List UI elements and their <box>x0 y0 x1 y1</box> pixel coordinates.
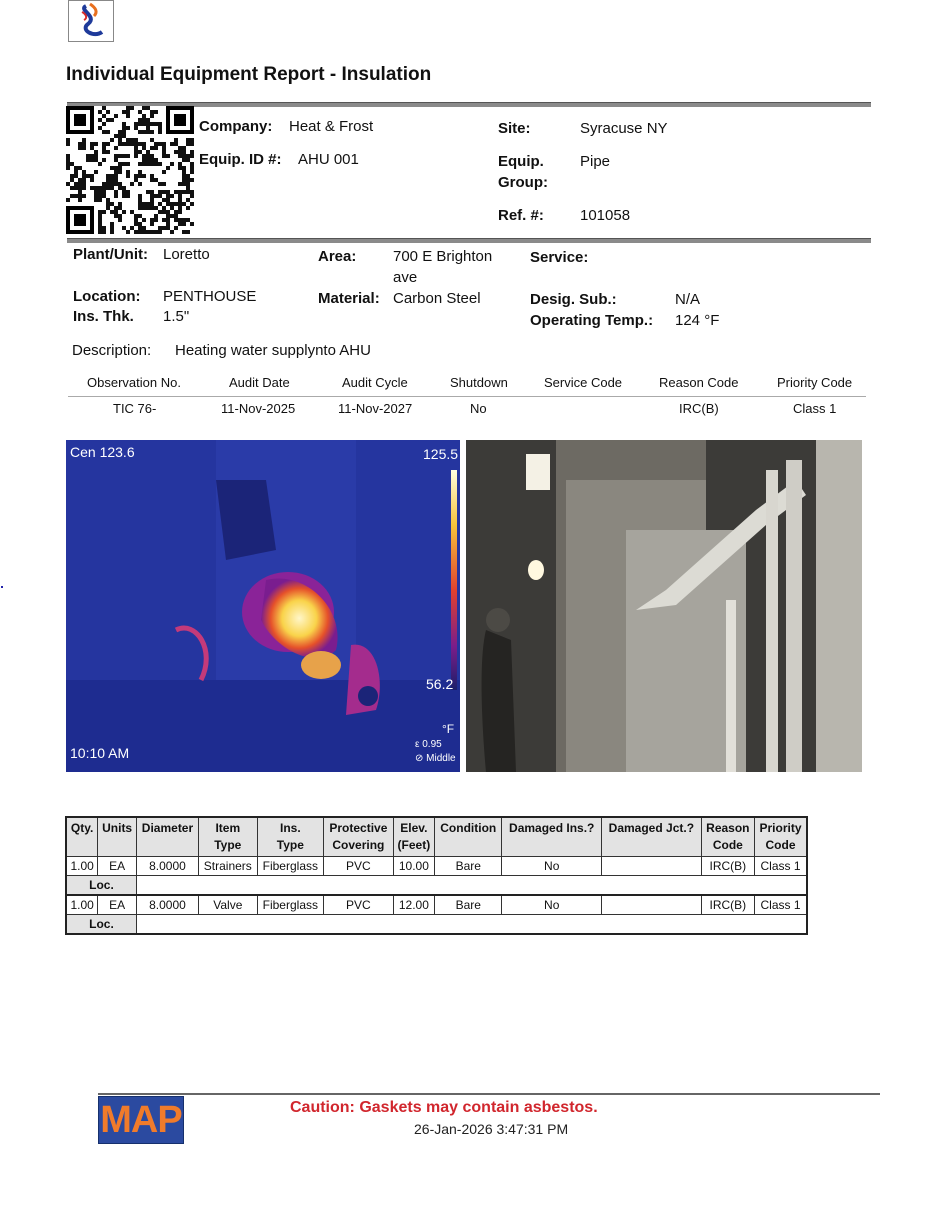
table-cell: EA <box>98 895 137 915</box>
op-temp-label: Operating Temp.: <box>530 312 654 329</box>
loc-row <box>66 915 807 935</box>
caution-notice: Caution: Gaskets may contain asbestos. <box>290 1099 598 1116</box>
table-cell: Bare <box>435 895 502 915</box>
loc-value <box>136 876 807 896</box>
table-cell: 1.00 <box>66 857 98 876</box>
table-cell: Class 1 <box>755 857 808 876</box>
equipment-header-line: Qty. <box>70 821 94 835</box>
equipment-header-line <box>437 837 499 854</box>
equipment-header-line: Type <box>276 838 304 852</box>
obs-header-observation-no: Observation No. <box>87 375 181 390</box>
area-label: Area: <box>318 248 357 265</box>
equipment-header-line: Ins. <box>279 821 301 835</box>
table-row <box>66 895 807 915</box>
equipment-header-line <box>604 837 699 854</box>
equipment-header-line: Elev. <box>400 821 428 835</box>
equipment-header-6 <box>393 817 435 857</box>
equipment-header-line <box>504 837 599 854</box>
equipment-table <box>65 816 808 935</box>
equip-id-value: AHU 001 <box>298 151 359 168</box>
equipment-header-4 <box>257 817 324 857</box>
op-temp-value: 124 °F <box>675 312 720 329</box>
area-value-2: ave <box>393 269 418 286</box>
table-cell: 8.0000 <box>136 895 198 915</box>
loc-value <box>136 915 807 935</box>
equipment-header-line: Type <box>214 838 242 852</box>
thermal-mode: ⊘ Middle <box>415 753 456 764</box>
obs-header-service-code: Service Code <box>544 375 623 390</box>
table-cell: 1.00 <box>66 895 98 915</box>
ins-thk-value: 1.5" <box>163 308 190 325</box>
table-cell: 10.00 <box>393 857 435 876</box>
equipment-header-8 <box>502 817 602 857</box>
equipment-header-line <box>100 837 134 854</box>
obs-header-shutdown: Shutdown <box>450 375 508 390</box>
equipment-header-line: Damaged Jct.? <box>608 821 695 835</box>
thermal-min-reading: 56.2 <box>426 676 454 692</box>
thermal-timestamp: 10:10 AM <box>70 745 130 761</box>
table-cell: Fiberglass <box>257 857 324 876</box>
table-cell: IRC(B) <box>701 895 754 915</box>
equipment-photo <box>466 440 862 772</box>
table-cell <box>602 895 702 915</box>
equipment-header-line: (Feet) <box>397 838 431 852</box>
table-cell: No <box>502 857 602 876</box>
table-cell: PVC <box>324 857 394 876</box>
desig-label: Desig. Sub.: <box>530 291 617 308</box>
obs-value-shutdown: No <box>470 401 487 416</box>
thermal-center-reading: Cen 123.6 <box>70 444 135 460</box>
equip-group-value: Pipe <box>580 153 611 170</box>
equipment-header-10 <box>701 817 754 857</box>
table-cell <box>602 857 702 876</box>
location-value: PENTHOUSE <box>163 288 257 305</box>
equipment-header-line: Damaged Ins.? <box>509 821 595 835</box>
table-cell: No <box>502 895 602 915</box>
service-label: Service: <box>530 249 589 266</box>
table-cell: Fiberglass <box>257 895 324 915</box>
print-timestamp: 26-Jan-2026 3:47:31 PM <box>414 1121 569 1137</box>
equipment-header-11 <box>755 817 808 857</box>
equipment-header-9 <box>602 817 702 857</box>
obs-divider <box>68 396 866 397</box>
loc-label: Loc. <box>66 915 136 935</box>
table-cell: 8.0000 <box>136 857 198 876</box>
margin-mark <box>1 586 3 588</box>
obs-header-audit-cycle: Audit Cycle <box>342 375 408 390</box>
loc-label: Loc. <box>66 876 136 896</box>
description-value: Heating water supplynto AHU <box>175 342 371 359</box>
equipment-header-3 <box>199 817 257 857</box>
obs-header-reason-code: Reason Code <box>659 375 739 390</box>
obs-header-audit-date: Audit Date <box>229 375 290 390</box>
equipment-header-line: Units <box>102 821 133 835</box>
map-logo: MAP <box>98 1096 184 1144</box>
table-cell: Bare <box>435 857 502 876</box>
desig-value: N/A <box>675 291 701 308</box>
plant-value: Loretto <box>163 246 210 263</box>
equipment-header-line <box>139 837 196 854</box>
plant-label: Plant/Unit: <box>73 246 148 263</box>
equipment-header-line: Reason <box>706 821 750 835</box>
table-cell: Class 1 <box>755 895 808 915</box>
obs-value-audit-cycle: 11-Nov-2027 <box>338 401 413 416</box>
equip-group-label: Equip. <box>498 153 544 170</box>
equipment-header-7 <box>435 817 502 857</box>
equipment-header-line <box>69 837 95 854</box>
equipment-header-line: Covering <box>332 838 385 852</box>
obs-header-priority-code: Priority Code <box>777 375 853 390</box>
company-logo-icon <box>68 0 114 42</box>
equipment-header-line: Protective <box>329 821 388 835</box>
material-value: Carbon Steel <box>393 290 481 307</box>
site-value: Syracuse NY <box>580 120 668 137</box>
location-label: Location: <box>73 288 141 305</box>
table-cell: EA <box>98 857 137 876</box>
area-value: 700 E Brighton <box>393 248 493 265</box>
equipment-header-5 <box>324 817 394 857</box>
table-cell: Strainers <box>199 857 257 876</box>
material-label: Material: <box>318 290 380 307</box>
table-row <box>66 857 807 876</box>
report-title: Individual Equipment Report - Insulation <box>66 64 432 85</box>
footer-divider <box>98 1093 880 1095</box>
equipment-header-line: Diameter <box>141 821 194 835</box>
thermal-image <box>66 440 460 772</box>
equipment-header-line: Code <box>712 838 743 852</box>
site-label: Site: <box>498 120 531 137</box>
company-label: Company: <box>199 118 273 135</box>
equipment-header-line: Condition <box>440 821 497 835</box>
thermal-unit: °F <box>442 722 455 736</box>
table-cell: IRC(B) <box>701 857 754 876</box>
obs-value-priority-code: Class 1 <box>793 401 837 416</box>
equipment-header-2 <box>136 817 198 857</box>
equipment-header-line: Priority <box>759 821 802 835</box>
equip-id-label: Equip. ID #: <box>199 151 282 168</box>
thermal-emissivity: ε 0.95 <box>415 739 442 750</box>
company-value: Heat & Frost <box>289 118 374 135</box>
obs-value-audit-date: 11-Nov-2025 <box>221 401 296 416</box>
table-cell: PVC <box>324 895 394 915</box>
thermal-max-reading: 125.5 <box>423 446 459 462</box>
equip-group-label-2: Group: <box>498 174 548 191</box>
ref-value: 101058 <box>580 207 631 224</box>
obs-value-reason-code: IRC(B) <box>679 401 719 416</box>
equipment-header-line: Code <box>765 838 796 852</box>
description-label: Description: <box>72 342 152 359</box>
qr-code-icon <box>66 106 194 234</box>
equipment-header-line: Item <box>215 821 241 835</box>
table-cell: Valve <box>199 895 257 915</box>
equipment-header-1 <box>98 817 137 857</box>
table-cell: 12.00 <box>393 895 435 915</box>
loc-row <box>66 876 807 896</box>
equipment-header-0 <box>66 817 98 857</box>
ins-thk-label: Ins. Thk. <box>73 308 134 325</box>
obs-value-observation-no: TIC 76- <box>113 401 157 416</box>
ref-label: Ref. #: <box>498 207 544 224</box>
info-divider <box>67 238 871 243</box>
